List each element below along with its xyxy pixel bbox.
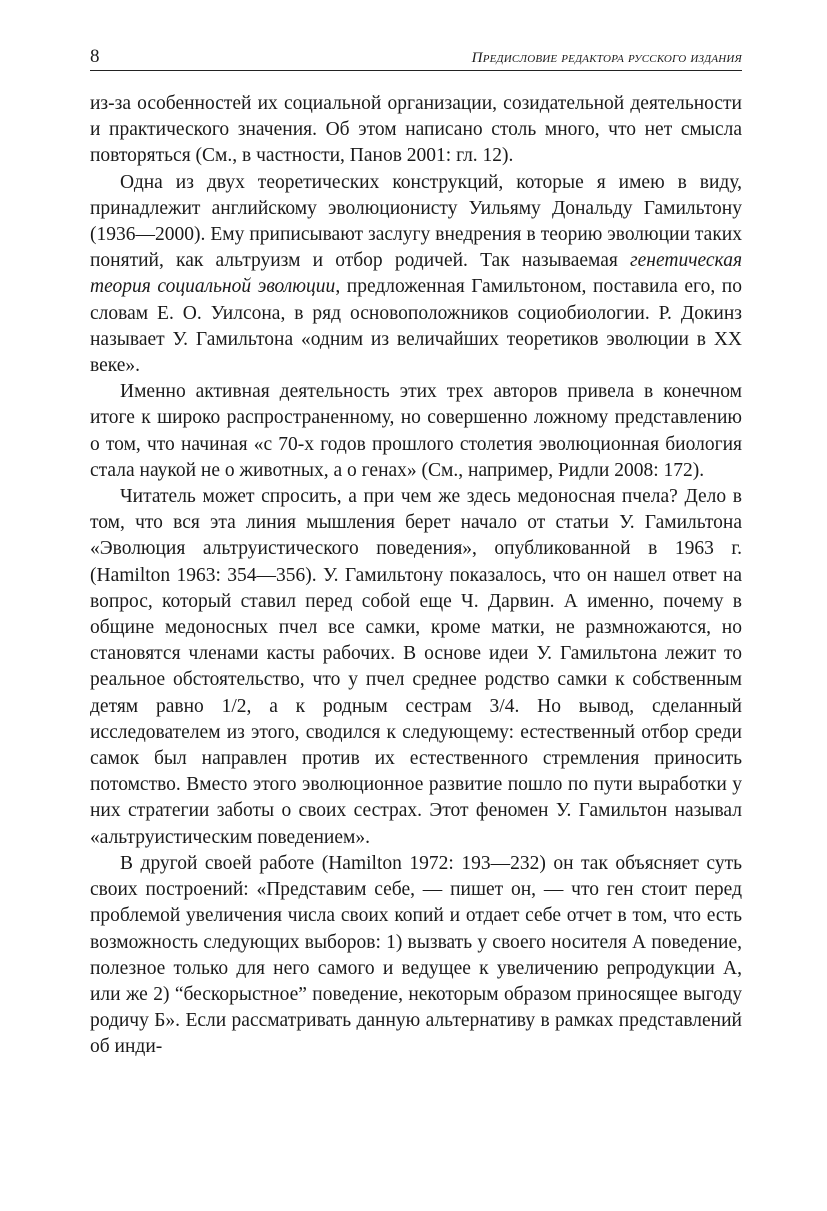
- running-header-title: Предисловие редактора русского издания: [471, 50, 742, 66]
- body-text: [90, 91, 742, 1061]
- paragraph-2-text: Одна из двух теоретических конструкций, которые я имею в виду, принадлежит английскому эволюционисту Уильяму Дональду Гамильтону (1936—2000). Ему приписывают заслугу внедрения в теорию эволюции таких понятий, как альтруизм и отбор родичей. Так называемая: [90, 171, 742, 272]
- paragraph-5: В другой своей работе (Hamilton 1972: 193—232) он так объясняет суть своих построений: «Представим себе, — пишет он, — что ген стоит перед проблемой увеличения числа своих копий и отдает себе отчет в том, что есть возможность следующих выборов: 1) вызвать у своего носителя А поведение, полезное только для него самого и ведущее к увеличению репродукции А, или же 2) “бескорыстное” поведение, некоторым образом приносящее выгоду родичу Б». Если рассматривать данную альтернативу в рамках представлений об инди-: [90, 852, 742, 1058]
- paragraph-2: [90, 170, 742, 380]
- paragraph-3: Именно активная деятельность этих трех авторов привела в конечном итоге к широко распространенному, но совершенно ложному представлению о том, что начиная «с 70-х годов прошлого столетия эволюционная биология стала наукой не о животных, а о генах» (См., например, Ридли 2008: 172).: [90, 381, 742, 481]
- running-header: [90, 44, 742, 71]
- paragraph-4: Читатель может спросить, а при чем же здесь медоносная пчела? Дело в том, что вся эта линия мышления берет начало от статьи У. Гамильтона «Эволюция альтруистического поведения», опубликованной в 1963 г. (Hamilton 1963: 354—356). У. Гамильтону показалось, что он нашел ответ на вопрос, который ставил перед собой еще Ч. Дарвин. А именно, почему в общине медоносных пчел все самки, кроме матки, не размножаются, но становятся членами касты рабочих. В основе идеи У. Гамильтона лежит то реальное обстоятельство, что у пчел среднее родство самки к собственным детям равно 1/2, а к родным сестрам 3/4. Но вывод, сделанный исследователем из этого, сводился к следующему: естественный отбор среди самок был направлен против их естественного стремления приносить потомство. Вместо этого эволюционное развитие пошло по пути выработки у них стратегии заботы о своих сестрах. Этот феномен У. Гамильтон называл «альтруистическим поведением».: [90, 486, 742, 848]
- paragraph-2-italic-term: генетическая теория социальной эволюции: [90, 250, 743, 298]
- paragraph-2-continuation: , предложенная Гамильтоном, поставила его, по словам Е. О. Уилсона, в ряд основоположников социобиологии. Р. Докинз называет У. Гамильтона «одним из величайших теоретиков эволюции в XX веке».: [90, 276, 742, 377]
- page-number: 8: [90, 46, 100, 67]
- book-page: [90, 44, 742, 1061]
- paragraph-1: из-за особенностей их социальной организации, созидательной деятельности и практического значения. Об этом написано столь много, что нет смысла повторяться (См., в частности, Панов 2001: гл. 12).: [90, 93, 742, 167]
